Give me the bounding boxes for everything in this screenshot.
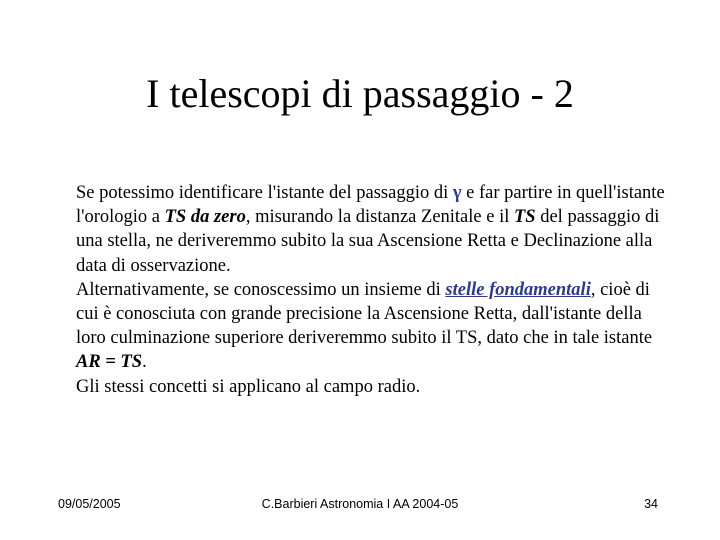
text-segment: , cioè di cui è conosciuta con grande precisione la Ascensione Retta, dall'istante della loro culminazione superiore deriveremmo subito il TS, dato che in tale istante <box>76 279 653 349</box>
paragraph-2 <box>76 278 676 375</box>
formula-ar-ts: AR = TS <box>76 352 143 373</box>
text-segment: e far partire in quell'istante l'orologio a <box>76 183 665 228</box>
stelle-fondamentali-link[interactable]: stelle fondamentali <box>445 279 591 300</box>
footer-center: C.Barbieri Astronomia I AA 2004-05 <box>261 497 459 511</box>
slide-body <box>76 181 676 399</box>
text-segment: Se potessimo identificare l'istante del passaggio di <box>76 183 453 203</box>
emphasis-ts: TS <box>514 207 536 228</box>
emphasis-ts-zero: TS da zero <box>164 207 246 228</box>
slide-title: I telescopi di passaggio - 2 <box>146 71 574 116</box>
text-segment: , misurando la distanza Zenitale e il <box>245 207 514 228</box>
gamma-symbol: γ <box>452 183 462 203</box>
paragraph-3: Gli stessi concetti si applicano al campo radio. <box>76 376 421 397</box>
text-segment: . <box>142 352 147 373</box>
paragraph-1 <box>76 181 676 278</box>
page-number: 34 <box>644 497 658 511</box>
footer-date: 09/05/2005 <box>58 497 121 511</box>
text-segment: del passaggio di una stella, ne deriveremmo subito la sua Ascensione Retta e Declinazione alla data di osservazione. <box>76 207 660 276</box>
text-segment: Alternativamente, se conoscessimo un insieme di <box>76 279 446 300</box>
